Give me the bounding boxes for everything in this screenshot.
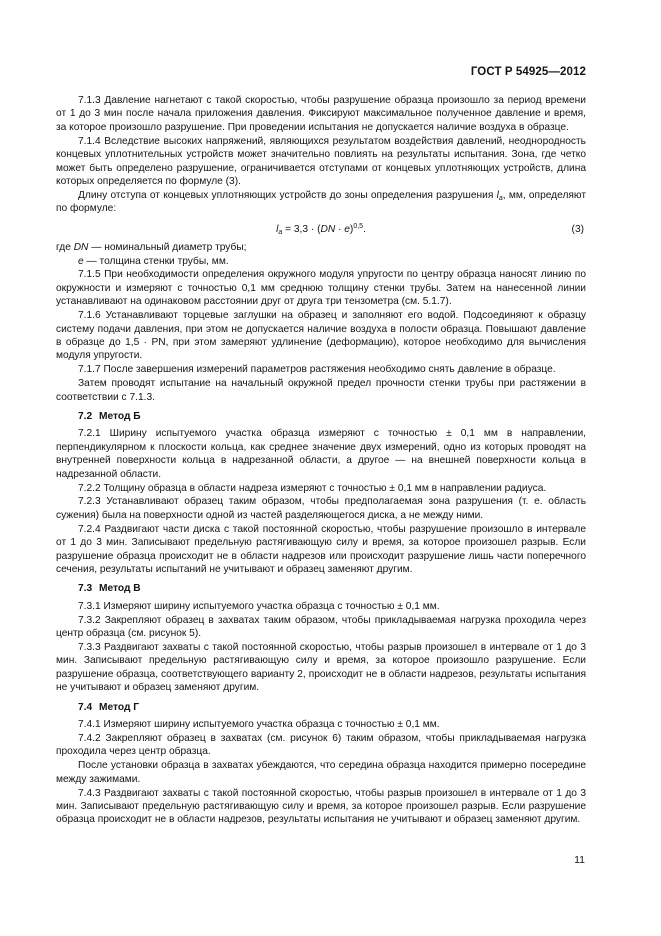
where-dn-text: — номинальный диаметр трубы;	[88, 241, 247, 253]
section-heading-7-2	[56, 410, 586, 423]
where-e-var: e	[78, 255, 84, 267]
section-title: Метод Б	[99, 411, 141, 423]
formula-expression	[56, 223, 586, 236]
where-dn-var: DN	[73, 241, 89, 253]
page-number: 11	[574, 854, 585, 866]
formula-exponent: 0,5	[353, 222, 364, 230]
section-title: Метод Г	[99, 701, 140, 713]
offset-var: l	[496, 189, 499, 201]
paragraph-7-4-2: 7.4.2 Закрепляют образец в захватах (см. рисунок 6) таким образом, чтобы прикладываемая нагрузка проходила через центр образца.	[56, 732, 586, 758]
section-number: 7.2	[78, 411, 93, 423]
offset-text-a: Длину отступа от концевых уплотняющих устройств до зоны определения разрушения	[78, 189, 497, 201]
formula-number: (3)	[571, 223, 584, 235]
paragraph-7-1-7-continued: Затем проводят испытание на начальный окружной предел прочности стенки трубы при растяжении в соответствии с 7.1.3.	[56, 378, 586, 403]
paragraph-offset-length	[56, 189, 586, 216]
formula-tail: .	[363, 223, 366, 235]
paragraph-7-2-2: 7.2.2 Толщину образца в области надреза измеряют с точностью ± 0,1 мм в направлении радиуса.	[78, 482, 547, 494]
offset-sub: a	[498, 194, 503, 202]
formula-part-c: )	[349, 223, 354, 235]
offset-text-b: , мм, определяют по формуле:	[56, 189, 586, 215]
section-heading-7-4	[56, 701, 586, 714]
section-title: Метод В	[99, 583, 141, 595]
paragraph-7-3-3: 7.3.3 Раздвигают захваты с такой постоянной скоростью, чтобы разрыв произошел в интервале от 1 до 3 мин. Записывают предельную растягивающую силу и время, за которое произошло разрушение. Если разрушение образца, соответствующего варианту 2, происходит не в области надрезов, результаты испытания не учитывают и образец заменяют другим.	[56, 642, 586, 694]
formula-part-a: = 3,3 · (	[282, 223, 321, 235]
section-heading-7-3	[56, 582, 586, 595]
paragraph-7-3-1: 7.3.1 Измеряют ширину испытуемого участка образца с точностью ± 0,1 мм.	[78, 600, 440, 612]
paragraph-7-1-4: 7.1.4 Вследствие высоких напряжений, являющихся результатом воздействия давлений, неоднородность концевых уплотнительных устройств может значительно повлиять на результаты испытания. Зона, где четко может быть определено разрушение, ограничивается отступами от концевых уплотняющих устройств, длина которых определяется по формуле (3).	[56, 135, 586, 187]
formula-part-b: ·	[335, 223, 345, 235]
paragraph-7-2-3: 7.2.3 Устанавливают образец таким образом, чтобы предполагаемая зона разрушения (т. е. область сужения) была на поверхности одной из частей разделяющегося диска, а не между ними.	[56, 496, 586, 521]
paragraph-7-1-5: 7.1.5 При необходимости определения окружного модуля упругости по центру образца наносят линию по окружности и измеряют с точностью 0,1 мм среднюю толщину стенки трубы. Затем на нанесенной линии устанавливают на одинаковом расстоянии друг от друга три тензометра (см. 5.1.7).	[56, 269, 586, 308]
where-label: где	[56, 241, 74, 253]
paragraph-7-4-3: 7.4.3 Раздвигают захваты с такой постоянной скоростью, чтобы разрыв произошел в интервале от 1 до 3 мин. Записывают предельную растягивающую силу и время, за которое произошел разрыв. Если разрушение образца происходит не в области надрезов, результаты испытания не учитывают и образец заменяют другим.	[56, 787, 586, 826]
paragraph-7-4-2-continued: После установки образца в захватах убеждаются, что середина образца находится примерно посередине между зажимами.	[56, 760, 586, 785]
paragraph-7-3-2: 7.3.2 Закрепляют образец в захватах таким образом, чтобы прикладываемая нагрузка проходила через центр образца (см. рисунок 5).	[56, 614, 586, 640]
paragraph-7-2-1: 7.2.1 Ширину испытуемого участка образца измеряют с точностью ± 0,1 мм в направлении, перпендикулярном к плоскости кольца, как среднее значение двух измерений, одно из которых проводят на внутренней поверхности кольца в надрезанной области, а другое — на внешней поверхности кольца в надрезанной области.	[56, 428, 586, 480]
where-dn	[56, 241, 586, 254]
formula-e: e	[344, 223, 350, 235]
section-number: 7.4	[78, 701, 93, 713]
where-e	[56, 255, 586, 268]
formula-3	[56, 219, 586, 239]
where-e-text: — толщина стенки трубы, мм.	[83, 255, 229, 267]
section-number: 7.3	[78, 583, 93, 595]
standard-code-header: ГОСТ Р 54925—2012	[470, 66, 586, 78]
paragraph-7-1-7: 7.1.7 После завершения измерений параметров растяжения необходимо снять давление в образце.	[78, 364, 556, 376]
formula-dn: DN	[320, 223, 336, 235]
paragraph-7-4-1: 7.4.1 Измеряют ширину испытуемого участка образца с точностью ± 0,1 мм.	[78, 719, 440, 731]
paragraph-7-2-4: 7.2.4 Раздвигают части диска с такой постоянной скоростью, чтобы разрушение произошло в интервале от 1 до 3 мин. Записывают предельную растягивающую силу и время, за которое произошел разрыв. Если разрушение образца происходит не в области надрезов или происходит разрушение лишь части поперечного сечения, результаты испытаний не учитывают и образец заменяют другим.	[56, 523, 586, 575]
formula-lhs: l	[276, 223, 279, 235]
paragraph-7-1-6: 7.1.6 Устанавливают торцевые заглушки на образец и заполняют его водой. Подсоединяют к образцу систему подачи давления, при этом не допускается наличие воздуха в полости образца. Повышают давление в образце до 1,5 · PN, при этом замеряют удлинение (деформацию), которое необходимо для вычисления модуля упругости.	[56, 310, 586, 362]
page-body	[56, 94, 586, 827]
paragraph-7-1-3: 7.1.3 Давление нагнетают с такой скоростью, чтобы разрушение образца произошло за период времени от 1 до 3 мин после начала приложения давления. Фиксируют максимальное полученное давление и время, за которое произошло разрушение. При проведении испытания не допускается наличие воздуха в образце.	[56, 95, 586, 133]
formula-lhs-sub: a	[278, 228, 283, 236]
